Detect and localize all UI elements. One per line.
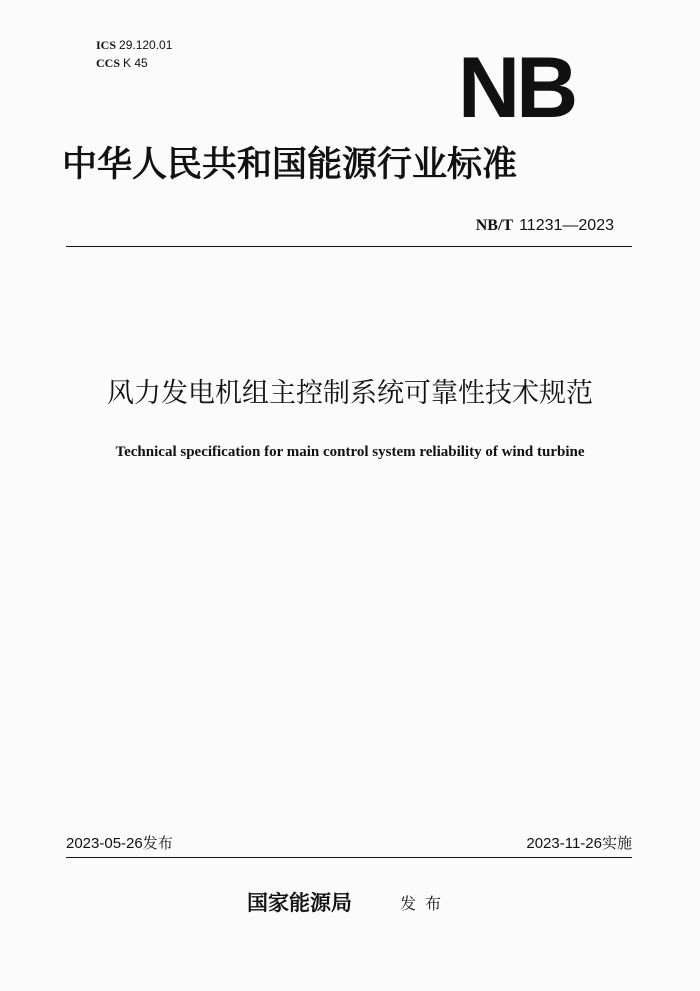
standard-number-digits: 11231—2023	[519, 217, 614, 234]
standard-category-title: 中华人民共和国能源行业标准	[62, 144, 518, 185]
publisher-name: 国家能源局	[247, 890, 352, 915]
nb-logo: NB	[458, 40, 575, 136]
standard-number	[476, 217, 614, 235]
document-title-chinese: 风力发电机组主控制系统可靠性技术规范	[107, 378, 593, 409]
ccs-code	[96, 56, 148, 70]
implementation-date: 2023-11-26实施	[526, 835, 632, 852]
bottom-divider	[66, 857, 632, 858]
issue-date: 2023-05-26发布	[66, 835, 173, 852]
ics-label: ICS	[96, 38, 117, 52]
ics-code	[96, 38, 172, 52]
document-title-english: Technical specification for main control system reliability of wind turbine	[115, 444, 585, 460]
ccs-label: CCS	[96, 56, 121, 70]
ccs-value: K 45	[123, 56, 148, 70]
standard-number-prefix: NB/T	[475, 217, 514, 234]
publish-label: 发布	[400, 894, 451, 913]
ics-value: 29.120.01	[119, 38, 173, 52]
top-divider	[66, 246, 632, 247]
